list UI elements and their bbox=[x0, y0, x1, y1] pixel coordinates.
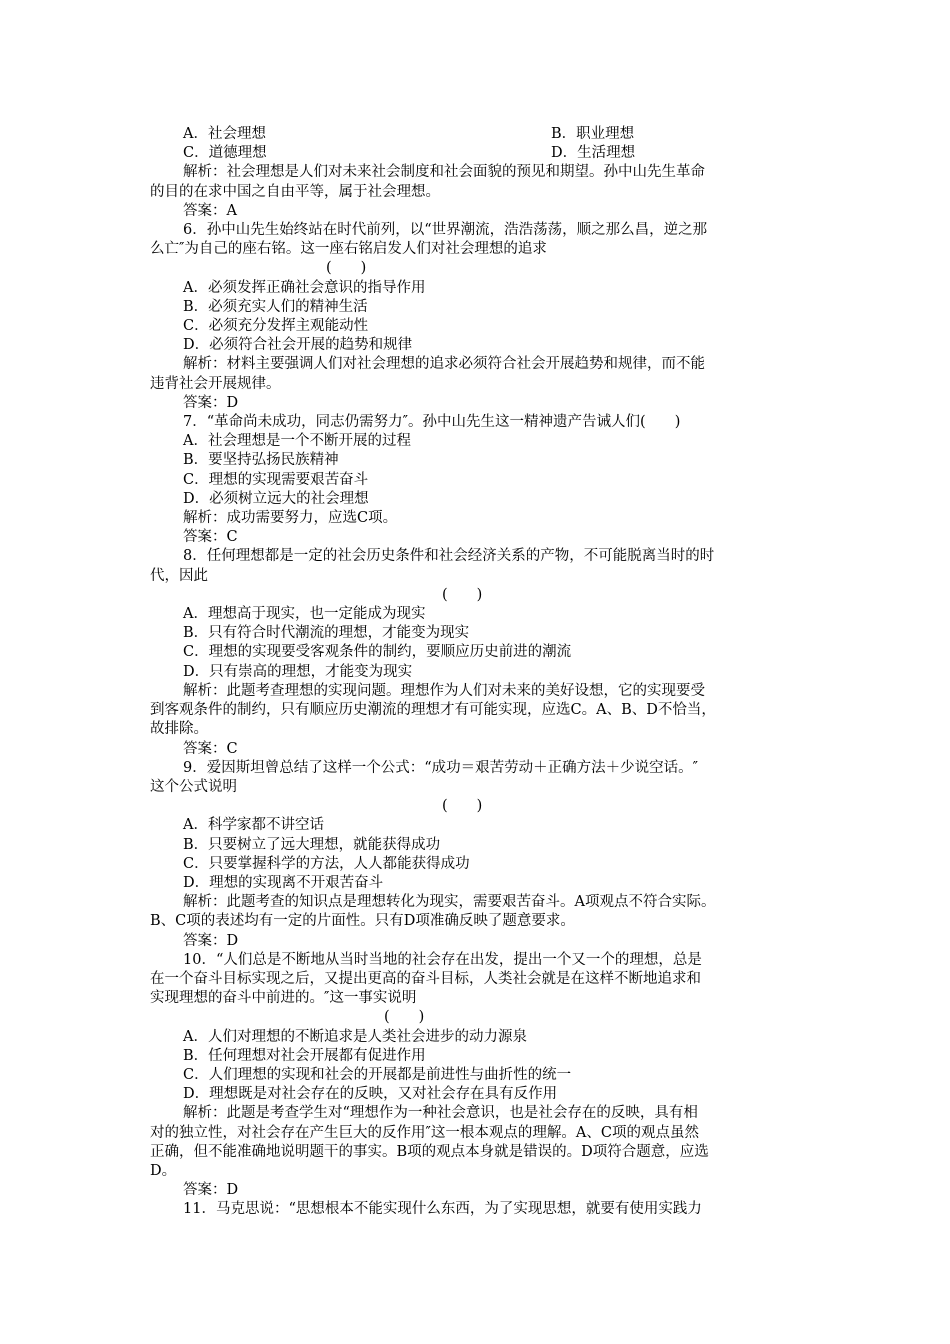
analysis-line: 解析：材料主要强调人们对社会理想的追求必须符合社会开展趋势和规律，而不能 bbox=[183, 356, 705, 373]
question-stem: 代，因此 bbox=[150, 567, 208, 584]
question-stem: 实现理想的奋斗中前进的。″这一事实说明 bbox=[150, 990, 417, 1007]
option: D．必须符合社会开展的趋势和规律 bbox=[183, 337, 413, 354]
option: C．必须充分发挥主观能动性 bbox=[183, 318, 369, 335]
option-d: D．生活理想 bbox=[551, 145, 636, 162]
analysis-line: D。 bbox=[150, 1162, 177, 1179]
analysis-line: 正确，但不能准确地说明题干的事实。B项的观点本身就是错误的。D项符合题意，应选 bbox=[150, 1143, 709, 1160]
question-stem: 10．“人们总是不断地从当时当地的社会存在出发，提出一个又一个的理想，总是 bbox=[183, 951, 702, 968]
analysis-line: 到客观条件的制约，只有顺应历史潮流的理想才有可能实现，应选C。A、B、D不恰当， bbox=[150, 702, 716, 719]
answer: 答案：D bbox=[183, 932, 239, 949]
answer: 答案：D bbox=[183, 1182, 239, 1199]
options-row bbox=[150, 144, 800, 163]
analysis-line: 对的独立性，对社会存在产生巨大的反作用″这一根本观点的理解。A、C项的观点虽然 bbox=[150, 1124, 699, 1141]
question-stem: 9．爱因斯坦曾总结了这样一个公式：“成功＝艰苦劳动＋正确方法＋少说空话。″ bbox=[183, 759, 699, 776]
option: A．科学家都不讲空话 bbox=[183, 817, 324, 834]
answer-blank: ( ) bbox=[384, 1009, 425, 1026]
option: A．理想高于现实，也一定能成为现实 bbox=[183, 606, 426, 623]
analysis-line: 的目的在求中国之自由平等，属于社会理想。 bbox=[150, 183, 440, 200]
question-stem: 在一个奋斗目标实现之后，又提出更高的奋斗目标，人类社会就是在这样不断地追求和 bbox=[150, 970, 701, 987]
analysis-line: 违背社会开展规律。 bbox=[150, 375, 281, 392]
answer-blank: ( ) bbox=[442, 798, 483, 815]
option-a: A．社会理想 bbox=[183, 126, 266, 142]
option: D．理想的实现离不开艰苦奋斗 bbox=[183, 874, 384, 891]
question-stem: 11．马克思说：“思想根本不能实现什么东西，为了实现思想，就要有使用实践力 bbox=[183, 1201, 702, 1218]
option: B．只有符合时代潮流的理想，才能变为现实 bbox=[183, 625, 470, 642]
option: A．社会理想是一个不断开展的过程 bbox=[183, 433, 411, 450]
question-stem: 7．“革命尚未成功，同志仍需努力″。孙中山先生这一精神遗产告诫人们( ) bbox=[183, 414, 681, 431]
option: A．必须发挥正确社会意识的指导作用 bbox=[183, 279, 426, 296]
option-b: B．职业理想 bbox=[551, 126, 635, 142]
option: D．必须树立远大的社会理想 bbox=[183, 490, 369, 507]
option: C．理想的实现需要艰苦奋斗 bbox=[183, 471, 369, 488]
option: C．人们理想的实现和社会的开展都是前进性与曲折性的统一 bbox=[183, 1066, 572, 1083]
analysis-line: 解析：此题考查理想的实现问题。理想作为人们对未来的美好设想，它的实现要受 bbox=[183, 682, 705, 699]
option: D．理想既是对社会存在的反映，又对社会存在具有反作用 bbox=[183, 1086, 558, 1103]
option: B．任何理想对社会开展都有促进作用 bbox=[183, 1047, 426, 1064]
option: B．只要树立了远大理想，就能获得成功 bbox=[183, 836, 441, 853]
answer-blank: ( ) bbox=[326, 260, 367, 277]
question-stem: 么亡″为自己的座右铭。这一座右铭启发人们对社会理想的追求 bbox=[150, 241, 547, 258]
analysis-line: B、C项的表述均有一定的片面性。只有D项准确反映了题意要求。 bbox=[150, 913, 575, 930]
answer: 答案：D bbox=[183, 394, 239, 411]
analysis-line: 解析：此题是考查学生对“理想作为一种社会意识，也是社会存在的反映，具有相 bbox=[183, 1105, 698, 1122]
answer-blank: ( ) bbox=[442, 586, 483, 603]
option: C．只要掌握科学的方法，人人都能获得成功 bbox=[183, 855, 470, 872]
option: A．人们对理想的不断追求是人类社会进步的动力源泉 bbox=[183, 1028, 527, 1045]
option: B．要坚持弘扬民族精神 bbox=[183, 452, 339, 469]
answer: 答案：C bbox=[183, 740, 238, 757]
options-row bbox=[150, 125, 800, 144]
analysis-line: 解析：此题考查的知识点是理想转化为现实，需要艰苦奋斗。A项观点不符合实际。 bbox=[183, 894, 716, 911]
analysis-line: 故排除。 bbox=[150, 721, 208, 738]
question-stem: 8．任何理想都是一定的社会历史条件和社会经济关系的产物，不可能脱离当时的时 bbox=[183, 548, 715, 565]
option: D．只有崇高的理想，才能变为现实 bbox=[183, 663, 413, 680]
answer: 答案：C bbox=[183, 529, 238, 546]
option: C．理想的实现要受客观条件的制约，要顺应历史前进的潮流 bbox=[183, 644, 572, 661]
option: B．必须充实人们的精神生活 bbox=[183, 298, 368, 315]
analysis-line: 解析：成功需要努力，应选C项。 bbox=[183, 510, 398, 527]
question-stem: 6．孙中山先生始终站在时代前列，以“世界潮流，浩浩荡荡，顺之那么昌，逆之那 bbox=[183, 222, 708, 239]
question-stem: 这个公式说明 bbox=[150, 778, 237, 795]
analysis-line: 解析：社会理想是人们对未来社会制度和社会面貌的预见和期望。孙中山先生革命 bbox=[183, 164, 705, 181]
document-page bbox=[150, 125, 800, 1220]
answer: 答案：A bbox=[183, 202, 237, 219]
option-c: C．道德理想 bbox=[183, 145, 267, 162]
